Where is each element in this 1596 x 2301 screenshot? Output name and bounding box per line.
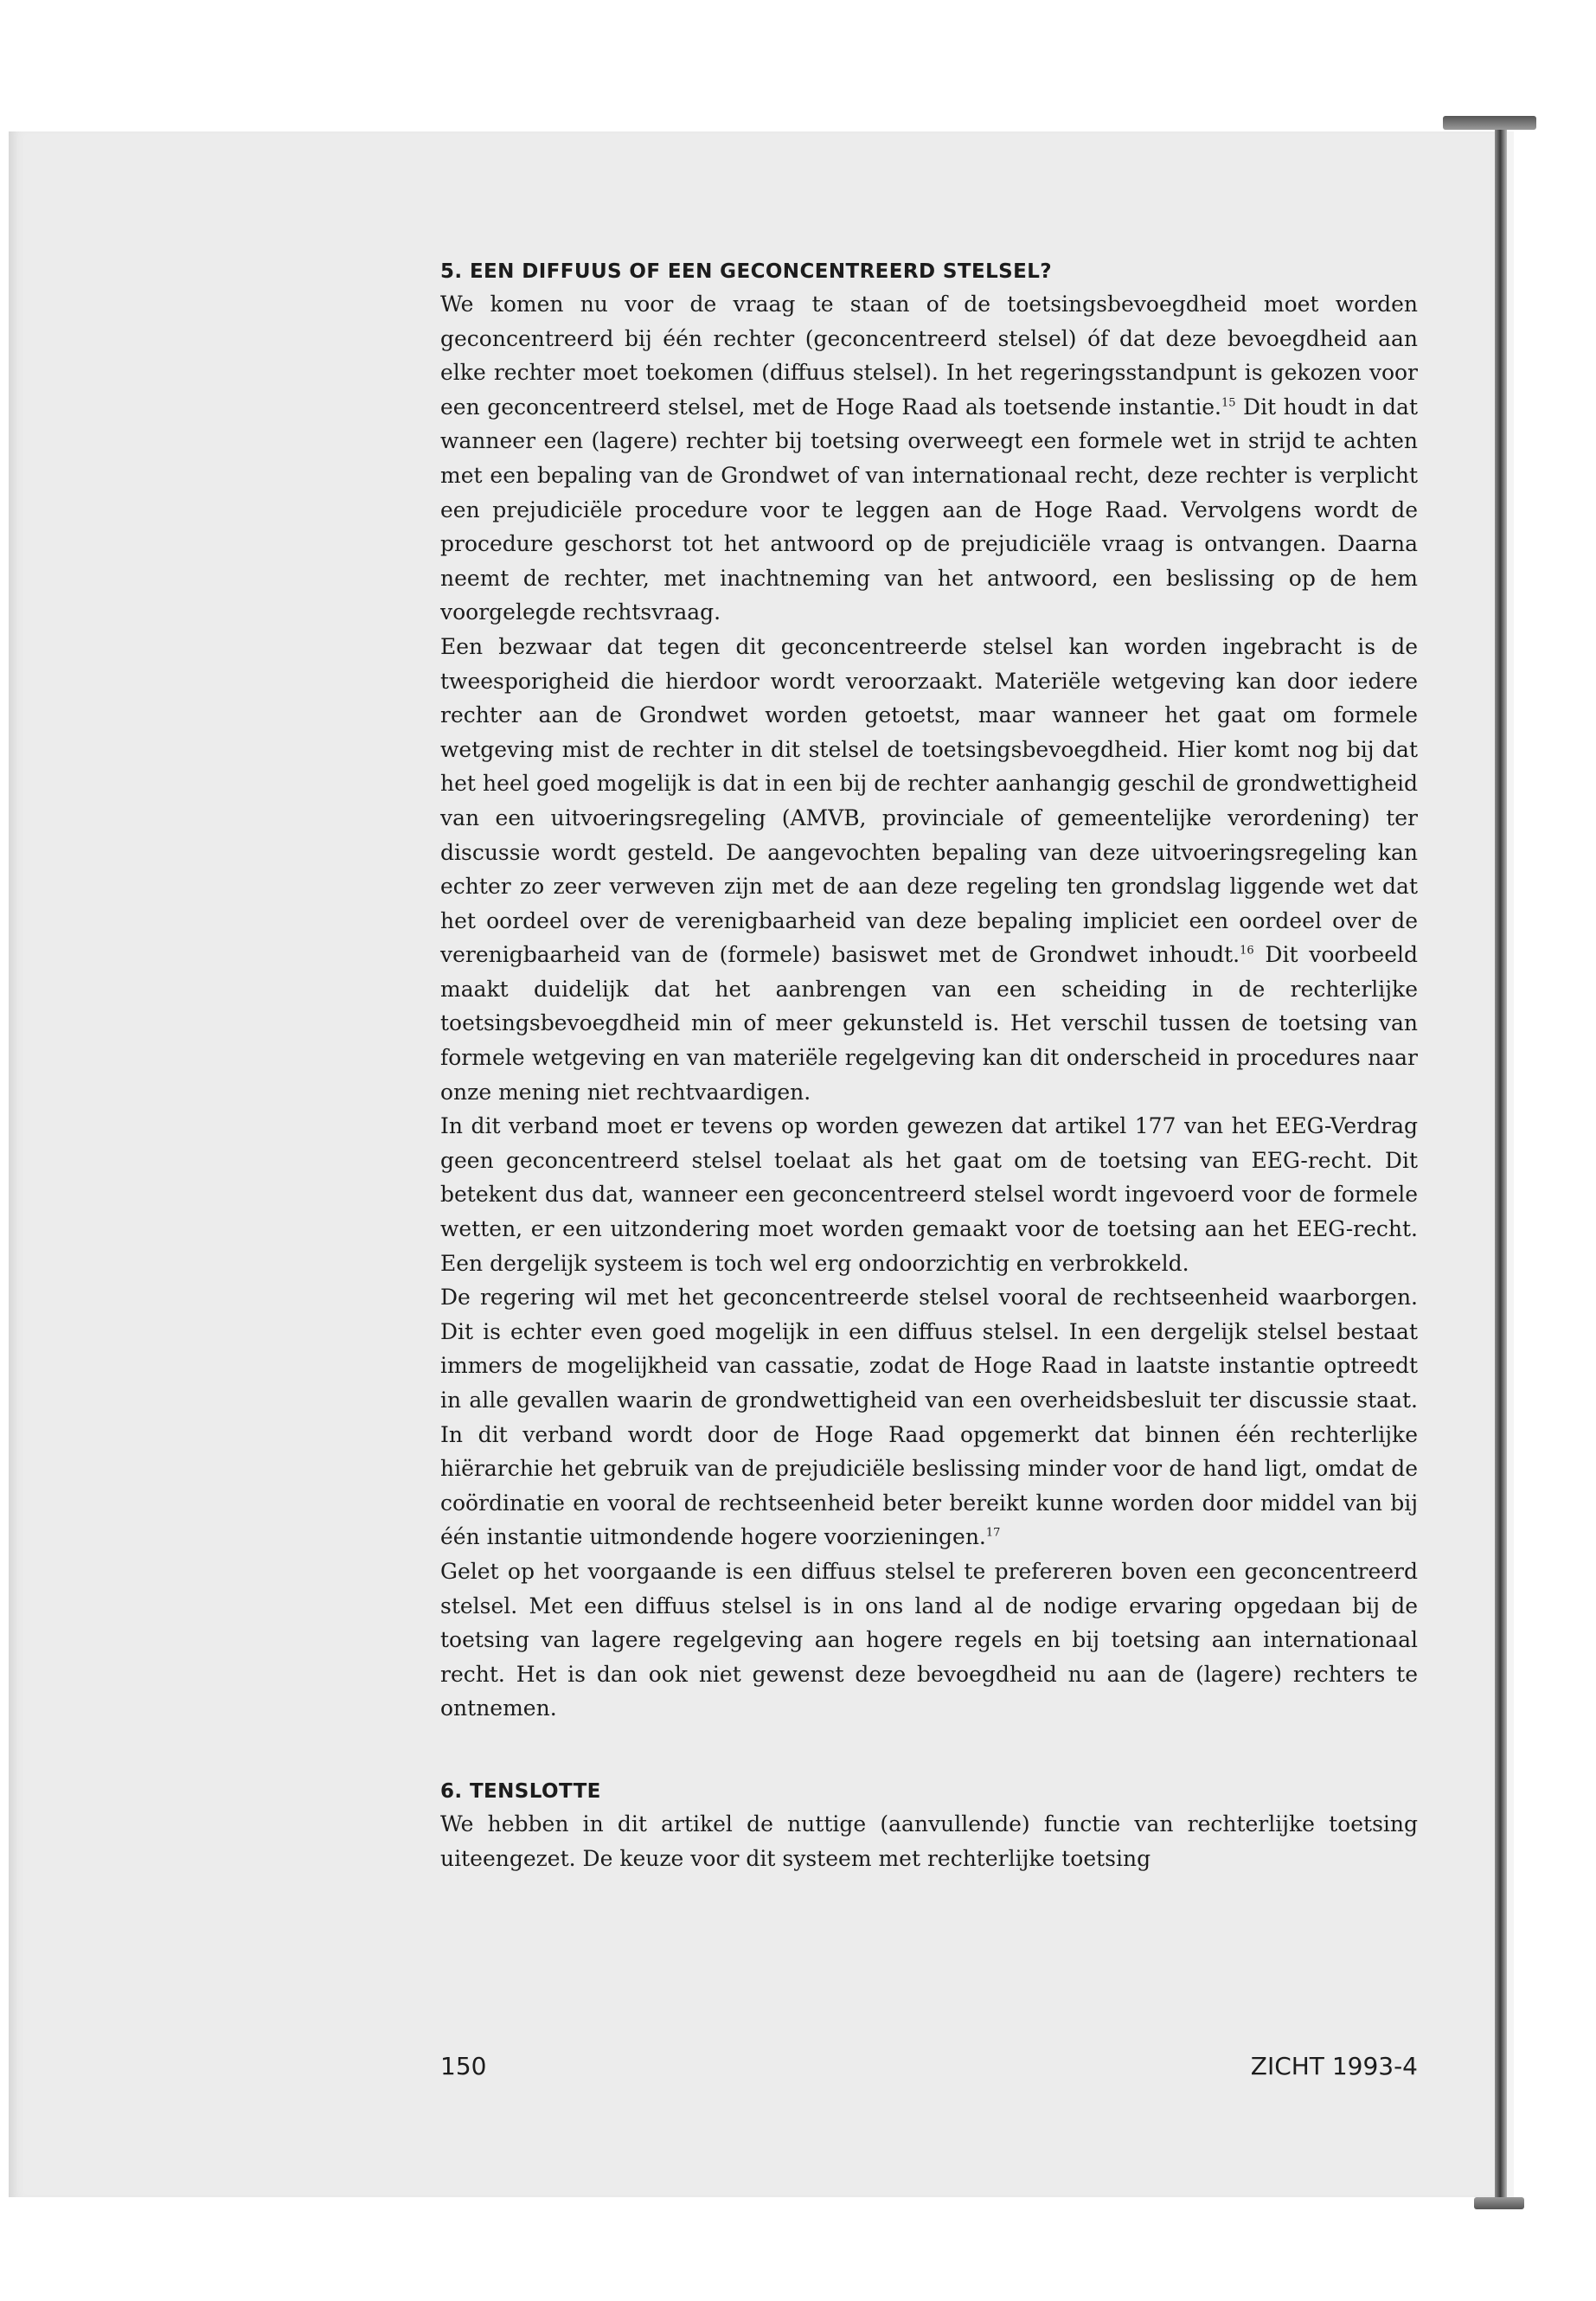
section-heading-6: 6. TENSLOTTE [440,1779,601,1803]
paragraph: In dit verband moet er tevens op worden gewezen dat artikel 177 van het EEG-Verdrag geen geconcentreerd stelsel toelaat als het gaat om de toetsing van EEG-recht. Dit betekent dus dat, wanneer een geconcentreerd stelsel wordt ingevoerd voor de formele wetten, er een uitzondering moet worden gemaakt voor de toetsing aan het EEG-recht. Een dergelijk systeem is toch wel erg ondoorzichtig en verbrokkeld. [440,1113,1418,1276]
article-body [440,256,1418,1875]
paragraph: We hebben in dit artikel de nuttige (aanvullende) functie van rechterlijke toetsing uiteengezet. De keuze voor dit systeem met rechterlijke toetsing [440,1811,1418,1871]
footnote-ref: 15 [1221,396,1236,410]
section-heading-5: 5. EEN DIFFUUS OF EEN GECONCENTREERD STELSEL? [440,260,1053,283]
footnote-ref: 16 [1240,944,1254,958]
binder-edge [1507,131,1514,2197]
paragraph: De regering wil met het geconcentreerde stelsel vooral de rechtseenheid waarborgen. Dit is echter even goed mogelijk in een diffuus stelsel. In een dergelijk stelsel bestaat immers de mogelijkheid van cassatie, zodat de Hoge Raad in laatste instantie optreedt in alle gevallen waarin de grondwettigheid van een overheidsbesluit ter discussie staat. In dit verband wordt door de Hoge Raad opgemerkt dat binnen één rechterlijke hiërarchie het gebruik van de prejudiciële beslissing minder voor de hand ligt, omdat de coördinatie en vooral de rechtseenheid beter bereikt kunne worden door middel van bij één instantie uitmondende hogere voorzieningen.$^{17}$ [440,1285,1418,1550]
binder-spine [1495,125,1507,2202]
journal-issue: ZICHT 1993-4 [1250,2052,1418,2080]
footnote-ref: 17 [985,1527,1001,1541]
page-footer [440,2052,1418,2083]
paragraph: Een bezwaar dat tegen dit geconcentreerde stelsel kan worden ingebracht is de tweesporigheid die hierdoor wordt veroorzaakt. Materiële wetgeving kan door iedere rechter aan de Grondwet worden getoetst, maar wanneer het gaat om formele wetgeving mist de rechter in dit stelsel de toetsingsbevoegdheid. Hier komt nog bij dat het heel goed mogelijk is dat in een bij de rechter aanhangig geschil de grondwettigheid van een uitvoeringsregeling (AMVB, provinciale of gemeentelijke verordening) ter discussie wordt gesteld. De aangevochten bepaling van deze uitvoeringsregeling kan echter zo zeer verweven zijn met de aan deze regeling ten grondslag liggende wet dat het oordeel over de verenigbaarheid van deze bepaling impliciet een oordeel over de verenigbaarheid van de (formele) basiswet met de Grondwet inhoudt.$^{16}$ Dit voorbeeld maakt duidelijk dat het aanbrengen van een scheiding in de rechterlijke toetsingsbevoegdheid min of meer gekunsteld is. Het verschil tussen de toetsing van formele wetgeving en van materiële regelgeving kan dit onderscheid in procedures naar onze mening niet rechtvaardigen. [440,633,1419,1105]
paragraph: Gelet op het voorgaande is een diffuus stelsel te prefereren boven een geconcentreerd stelsel. Met een diffuus stelsel is in ons land al de nodige ervaring opgedaan bij de toetsing van lagere regelgeving aan hogere regels en bij toetsing aan internationaal recht. Het is dan ook niet gewenst deze bevoegdheid nu aan de (lagere) rechters te ontnemen. [440,1558,1418,1721]
page-number: 150 [440,2052,487,2080]
binder-clip-bottom [1474,2197,1524,2209]
binder-clip-top [1443,116,1536,130]
paragraph: We komen nu voor de vraag te staan of de toetsingsbevoegdheid moet worden geconcentreerd bij één rechter (geconcentreerd stelsel) óf dat deze bevoegdheid aan elke rechter moet toekomen (diffuus stelsel). In het regeringsstandpunt is gekozen voor een geconcentreerd stelsel, met de Hoge Raad als toetsende instantie.$^{15}$ Dit houdt in dat wanneer een (lagere) rechter bij toetsing overweegt een formele wet in strijd te achten met een bepaling van de Grondwet of van internationaal recht, deze rechter is verplicht een prejudiciële procedure voor te leggen aan de Hoge Raad. Vervolgens wordt de procedure geschorst tot het antwoord op de prejudiciële vraag is ontvangen. Daarna neemt de rechter, met inachtneming van het antwoord, een beslissing op de hem voorgelegde rechtsvraag. [440,292,1418,625]
